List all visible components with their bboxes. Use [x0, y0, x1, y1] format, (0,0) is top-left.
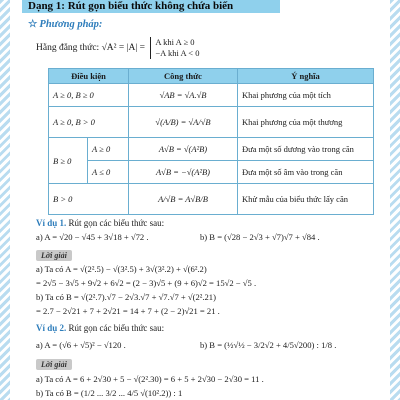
- example-2-a: a) A = (√6 + √5)² − √120 .: [36, 340, 126, 350]
- method-heading: [28, 18, 102, 30]
- row-subcondition: A ≤ 0: [88, 161, 129, 184]
- method-label: Phương pháp:: [39, 19, 103, 30]
- table-row: [49, 161, 374, 184]
- row-meaning: Khử mẫu của biểu thức lấy căn: [238, 184, 374, 215]
- row-formula: √AB = √A.√B: [129, 84, 238, 107]
- row-condition: B ≥ 0: [49, 138, 88, 184]
- row-formula: √(A/B) = √A/√B: [129, 107, 238, 138]
- example-1-b: b) B = (√28 − 2√3 + √7)√7 + √84 .: [200, 232, 320, 242]
- row-formula: A/√B = A√B/B: [129, 184, 238, 215]
- row-meaning: Đưa một số dương vào trong căn: [238, 138, 374, 161]
- identity-formula: [36, 37, 199, 59]
- table-header-meaning: Ý nghĩa: [238, 69, 374, 84]
- row-meaning: Khai phương của một tích: [238, 84, 374, 107]
- solution-2-line-2: b) Ta có B = (1/2 ... 3/2 ... 4/5 √(10².2)) : 1: [36, 388, 183, 398]
- left-decor-stripe: [0, 0, 10, 400]
- table-header-formula: Công thức: [129, 69, 238, 84]
- solution-1-line-4: = 2.7 − 2√21 + 7 + 2√21 = 14 + 7 + (2 − 2)√21 = 21 .: [36, 306, 220, 316]
- solution-1-line-1: a) Ta có A = √(2².5) − √(3².5) + 3√(3².2) + √(6².2): [36, 264, 207, 274]
- table-header-row: [49, 69, 374, 84]
- section-heading: Dạng 1: Rút gọn biểu thức không chứa biến: [22, 0, 280, 13]
- solution-1-badge: Lời giải: [36, 250, 72, 261]
- example-1-heading: [36, 218, 164, 229]
- example-2-heading: [36, 323, 164, 334]
- identity-lead: Hằng đẳng thức: √A² = |A| =: [36, 43, 145, 54]
- identity-case-2: −A khi A < 0: [155, 48, 200, 58]
- row-subcondition: A ≥ 0: [88, 138, 129, 161]
- row-condition: B > 0: [49, 184, 129, 215]
- table-row: [49, 107, 374, 138]
- row-meaning: Đưa một số âm vào trong căn: [238, 161, 374, 184]
- row-formula: A√B = −√(A²B): [129, 161, 238, 184]
- formula-table: [48, 68, 374, 215]
- table-row: [49, 138, 374, 161]
- example-2-label: Ví dụ 2.: [36, 323, 67, 333]
- identity-cases: [150, 37, 199, 59]
- table-row: [49, 184, 374, 215]
- table-header-condition: Điều kiện: [49, 69, 129, 84]
- solution-2-line-1: a) Ta có A = 6 + 2√30 + 5 − √(2².30) = 6 + 5 + 2√30 − 2√30 = 11 .: [36, 374, 264, 384]
- solution-1-line-3: b) Ta có B = √(2².7).√7 − 2√3.√7 + √7.√7 + √(2².21): [36, 292, 216, 302]
- star-icon: ☆: [28, 19, 38, 30]
- row-meaning: Khai phương của một thương: [238, 107, 374, 138]
- row-condition: A ≥ 0, B > 0: [49, 107, 129, 138]
- solution-2-badge: Lời giải: [36, 359, 72, 370]
- row-condition: A ≥ 0, B ≥ 0: [49, 84, 129, 107]
- table-row: [49, 84, 374, 107]
- example-1-text: Rút gọn các biểu thức sau:: [68, 218, 165, 228]
- row-formula: A√B = √(A²B): [129, 138, 238, 161]
- page-content: [14, 0, 386, 400]
- right-decor-stripe: [390, 0, 400, 400]
- example-2-text: Rút gọn các biểu thức sau:: [68, 323, 165, 333]
- solution-1-line-2: = 2√5 − 3√5 + 9√2 + 6√2 = (2 − 3)√5 + (9 + 6)√2 = 15√2 − √5 .: [36, 278, 257, 288]
- example-1-a: a) A = √20 − √45 + 3√18 + √72 .: [36, 232, 149, 242]
- identity-case-1: A khi A ≥ 0: [155, 37, 195, 47]
- example-2-b: b) B = (½√½ − 3/2√2 + 4/5√200) : 1/8 .: [200, 340, 337, 350]
- example-1-label: Ví dụ 1.: [36, 218, 67, 228]
